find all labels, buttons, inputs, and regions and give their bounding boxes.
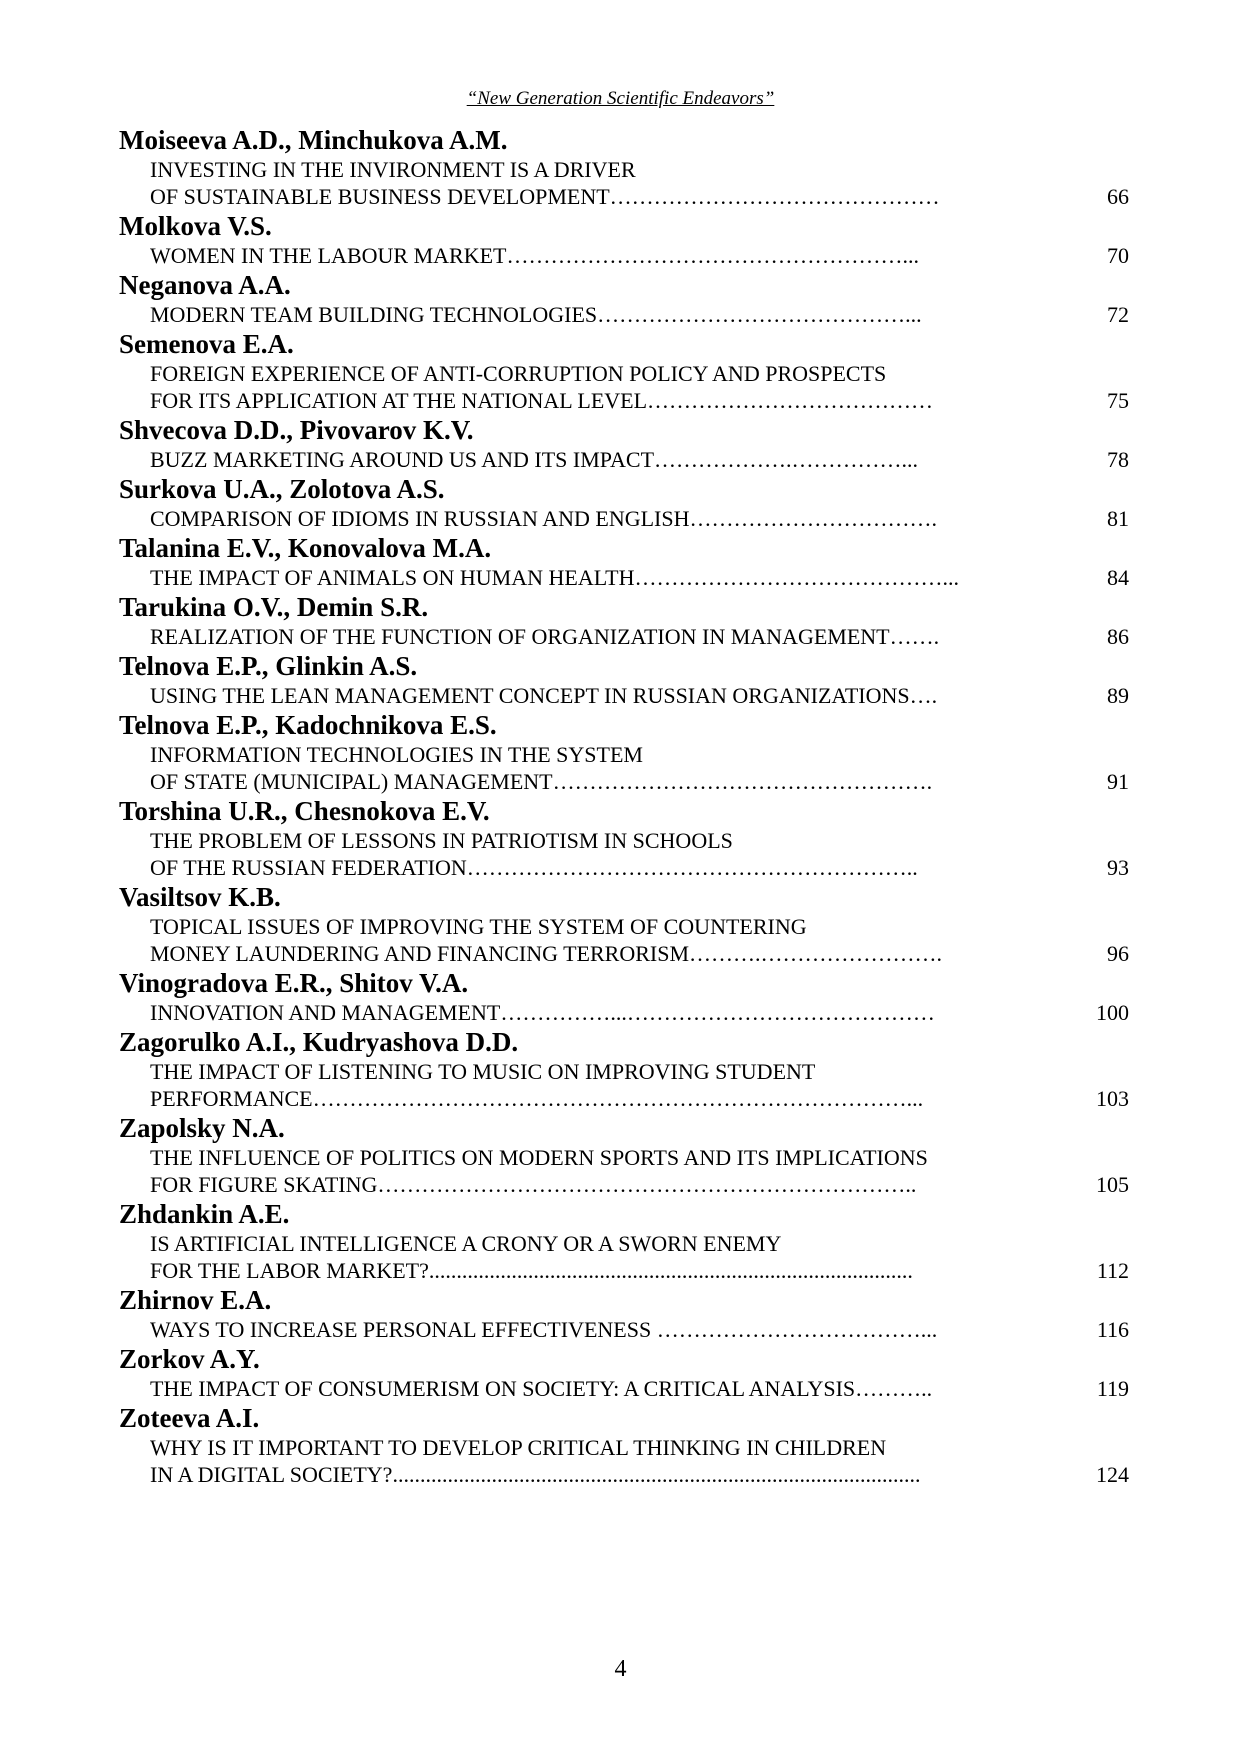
toc-entry-authors: Zhdankin A.E. xyxy=(119,1199,290,1229)
toc-entry-page-number: 119 xyxy=(1096,1376,1129,1401)
toc-entry-authors: Telnova E.P., Glinkin A.S. xyxy=(119,651,418,681)
toc-entry-title-text: OF THE RUSSIAN FEDERATION…………………………………………………….. xyxy=(150,855,918,880)
toc-entry-title-line xyxy=(119,387,1129,414)
toc-entry-title-line xyxy=(119,1144,1129,1171)
toc-entry xyxy=(119,1402,1129,1488)
toc-entry-title-text: INNOVATION AND MANAGEMENT……………...…………………………………… xyxy=(150,1000,935,1025)
toc-entry-title-line xyxy=(119,940,1129,967)
toc-entry-title-line xyxy=(119,1461,1129,1488)
toc-entry-title-line xyxy=(119,564,1129,591)
toc-entry-title-line xyxy=(119,446,1129,473)
toc-entry-page-number: 93 xyxy=(1107,855,1129,880)
toc-entry-title-line xyxy=(119,682,1129,709)
toc-entry-title-text: OF STATE (MUNICIPAL) MANAGEMENT……………………………………………. xyxy=(150,769,933,794)
toc-entry-authors: Telnova E.P., Kadochnikova E.S. xyxy=(119,710,497,740)
toc-entry-authors: Moiseeva A.D., Minchukova A.M. xyxy=(119,125,508,155)
toc-entry-title-text: THE IMPACT OF CONSUMERISM ON SOCIETY: A CRITICAL ANALYSIS……….. xyxy=(150,1376,933,1401)
toc-entry-title-line xyxy=(119,1230,1129,1257)
toc-entry-page-number: 78 xyxy=(1107,447,1129,472)
toc-entry xyxy=(119,473,1129,532)
toc-entry-title-line xyxy=(119,1316,1129,1343)
toc-entry-page-number: 70 xyxy=(1107,243,1129,268)
toc-entry-title-line xyxy=(119,1171,1129,1198)
toc-entry-title-text: FOREIGN EXPERIENCE OF ANTI-CORRUPTION POLICY AND PROSPECTS xyxy=(150,361,887,386)
toc-entry-authors: Vinogradova E.R., Shitov V.A. xyxy=(119,968,469,998)
toc-entry-title-line xyxy=(119,1058,1129,1085)
toc-entry-title-text: WAYS TO INCREASE PERSONAL EFFECTIVENESS ………………………………... xyxy=(150,1317,938,1342)
toc-entry-page-number: 100 xyxy=(1096,1000,1129,1025)
toc-entry-page-number: 124 xyxy=(1096,1462,1129,1487)
toc-entry-title-line xyxy=(119,854,1129,881)
toc-entry-title-line xyxy=(119,156,1129,183)
toc-entry-page-number: 96 xyxy=(1107,941,1129,966)
toc-entry-authors: Zorkov A.Y. xyxy=(119,1344,260,1374)
toc-entry-title-text: THE IMPACT OF ANIMALS ON HUMAN HEALTH……………………………………... xyxy=(150,565,959,590)
toc-entry-title-line xyxy=(119,242,1129,269)
toc-entry-authors: Semenova E.A. xyxy=(119,329,294,359)
toc-entry-title-line xyxy=(119,1257,1129,1284)
toc-entry-title-text: IS ARTIFICIAL INTELLIGENCE A CRONY OR A SWORN ENEMY xyxy=(150,1231,782,1256)
toc-entry-title-text: TOPICAL ISSUES OF IMPROVING THE SYSTEM OF COUNTERING xyxy=(150,914,807,939)
toc-entry-page-number: 105 xyxy=(1096,1172,1129,1197)
toc-entry-page-number: 116 xyxy=(1096,1317,1129,1342)
toc-entry xyxy=(119,591,1129,650)
toc-entry-title-line xyxy=(119,301,1129,328)
toc-entry-title-text: REALIZATION OF THE FUNCTION OF ORGANIZATION IN MANAGEMENT……. xyxy=(150,624,940,649)
toc-entry-title-line xyxy=(119,1375,1129,1402)
toc-entry-title-line xyxy=(119,623,1129,650)
toc-entry-authors: Zhirnov E.A. xyxy=(119,1285,272,1315)
toc-entry-title-line xyxy=(119,1434,1129,1461)
toc-entry xyxy=(119,1026,1129,1112)
toc-entry-title-line xyxy=(119,913,1129,940)
toc-entry-authors: Zapolsky N.A. xyxy=(119,1113,285,1143)
toc-entry xyxy=(119,881,1129,967)
toc-entry-title-line xyxy=(119,827,1129,854)
toc-entry-title-text: FOR ITS APPLICATION AT THE NATIONAL LEVEL………………………………… xyxy=(150,388,934,413)
toc-entry-page-number: 72 xyxy=(1107,302,1129,327)
toc-entry xyxy=(119,650,1129,709)
toc-entry xyxy=(119,1284,1129,1343)
toc-entry xyxy=(119,967,1129,1026)
toc-entry-title-text: INVESTING IN THE INVIRONMENT IS A DRIVER xyxy=(150,157,636,182)
running-header xyxy=(0,88,1241,110)
toc-entry-title-text: WHY IS IT IMPORTANT TO DEVELOP CRITICAL THINKING IN CHILDREN xyxy=(150,1435,887,1460)
toc-entry-title-text: USING THE LEAN MANAGEMENT CONCEPT IN RUSSIAN ORGANIZATIONS…. xyxy=(150,683,938,708)
toc-entry-authors: Surkova U.A., Zolotova A.S. xyxy=(119,474,445,504)
toc-entry xyxy=(119,795,1129,881)
toc-entry-title-line xyxy=(119,768,1129,795)
toc-entry-authors: Neganova A.A. xyxy=(119,270,291,300)
toc-entry xyxy=(119,1112,1129,1198)
toc-entry-title-text: OF SUSTAINABLE BUSINESS DEVELOPMENT……………………………………… xyxy=(150,184,940,209)
toc-entry-title-text: COMPARISON OF IDIOMS IN RUSSIAN AND ENGLISH……………………………. xyxy=(150,506,937,531)
running-title: “New Generation Scientific Endeavors” xyxy=(466,88,775,109)
toc-entry-authors: Zoteeva A.I. xyxy=(119,1403,260,1433)
toc-entry-authors: Vasiltsov K.B. xyxy=(119,882,281,912)
toc-entry-page-number: 81 xyxy=(1107,506,1129,531)
toc-entry xyxy=(119,709,1129,795)
toc-entry xyxy=(119,210,1129,269)
toc-entry xyxy=(119,414,1129,473)
toc-entry-title-line xyxy=(119,741,1129,768)
toc-entry-authors: Molkova V.S. xyxy=(119,211,272,241)
toc-entry-authors: Zagorulko A.I., Kudryashova D.D. xyxy=(119,1027,519,1057)
toc-entry-page-number: 84 xyxy=(1107,565,1129,590)
toc-entry xyxy=(119,328,1129,414)
toc-entry-page-number: 75 xyxy=(1107,388,1129,413)
toc-entry-title-text: BUZZ MARKETING AROUND US AND ITS IMPACT……………….……………... xyxy=(150,447,919,472)
toc-entry-title-text: MODERN TEAM BUILDING TECHNOLOGIES……………………………………... xyxy=(150,302,922,327)
toc-entry-page-number: 103 xyxy=(1096,1086,1129,1111)
toc-entry-title-line xyxy=(119,999,1129,1026)
toc-entry-title-line xyxy=(119,1085,1129,1112)
page-number: 4 xyxy=(614,1656,627,1682)
toc-entry-page-number: 86 xyxy=(1107,624,1129,649)
toc-entry-title-text: FOR THE LABOR MARKET?........................................................................................ xyxy=(150,1258,913,1283)
toc-entry-title-text: THE INFLUENCE OF POLITICS ON MODERN SPORTS AND ITS IMPLICATIONS xyxy=(150,1145,928,1170)
toc-entry-authors: Talanina E.V., Konovalova M.A. xyxy=(119,533,492,563)
toc-entry xyxy=(119,124,1129,210)
toc-entry-page-number: 112 xyxy=(1096,1258,1129,1283)
toc-entry-title-text: WOMEN IN THE LABOUR MARKET………………………………………………... xyxy=(150,243,919,268)
toc-entry-title-line xyxy=(119,505,1129,532)
toc-entry-title-text: PERFORMANCE………………………………………………………………………... xyxy=(150,1086,924,1111)
toc-entry-authors: Shvecova D.D., Pivovarov K.V. xyxy=(119,415,474,445)
toc-entry-title-line xyxy=(119,360,1129,387)
toc-entry-authors: Torshina U.R., Chesnokova E.V. xyxy=(119,796,490,826)
toc-entry-title-text: THE IMPACT OF LISTENING TO MUSIC ON IMPROVING STUDENT xyxy=(150,1059,816,1084)
toc-entry xyxy=(119,532,1129,591)
toc-entry-page-number: 91 xyxy=(1107,769,1129,794)
toc-entry-title-text: INFORMATION TECHNOLOGIES IN THE SYSTEM xyxy=(150,742,643,767)
toc-entry-title-text: THE PROBLEM OF LESSONS IN PATRIOTISM IN SCHOOLS xyxy=(150,828,733,853)
toc-entry-page-number: 66 xyxy=(1107,184,1129,209)
toc-entry-authors: Tarukina O.V., Demin S.R. xyxy=(119,592,429,622)
toc-entry xyxy=(119,269,1129,328)
toc-entry-title-line xyxy=(119,183,1129,210)
toc-entry-title-text: IN A DIGITAL SOCIETY?................................................................................................ xyxy=(150,1462,921,1487)
toc-entry-page-number: 89 xyxy=(1107,683,1129,708)
toc-entry-title-text: MONEY LAUNDERING AND FINANCING TERRORISM……….……………………. xyxy=(150,941,943,966)
toc-entry xyxy=(119,1343,1129,1402)
toc-entry xyxy=(119,1198,1129,1284)
toc-entry-title-text: FOR FIGURE SKATING……………………………………………………………….. xyxy=(150,1172,917,1197)
table-of-contents xyxy=(119,124,1129,1488)
